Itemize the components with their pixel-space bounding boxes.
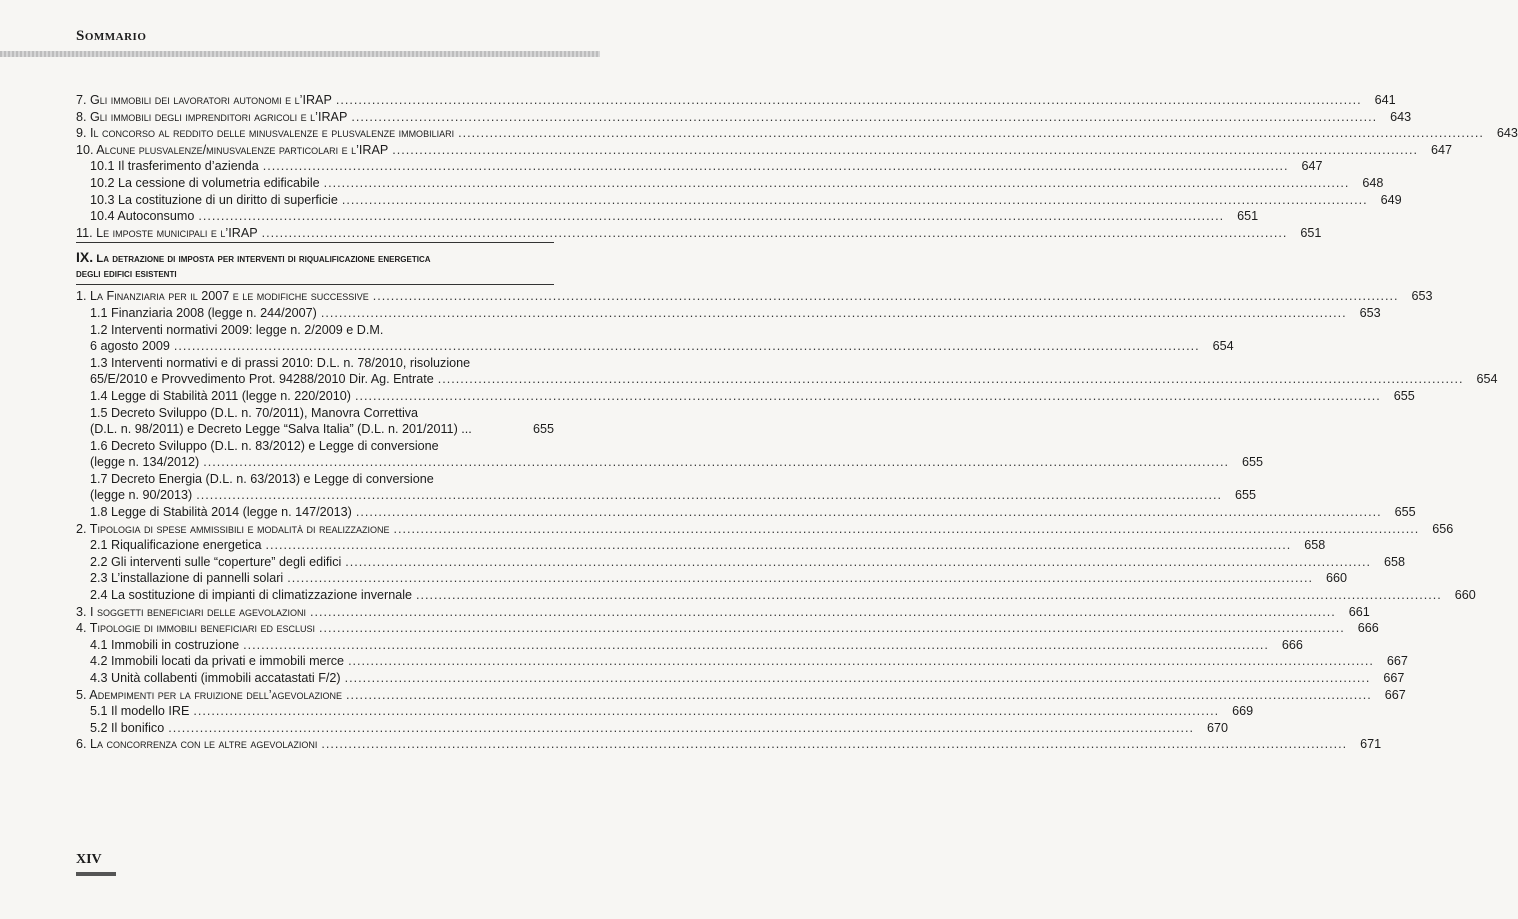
toc-entry-page: 643	[1390, 109, 1412, 124]
toc-entry-title: 10.1 Il trasferimento d’azienda	[90, 159, 259, 174]
toc-subentry	[76, 208, 1259, 225]
toc-entry-title: 2.4 La sostituzione di impianti di climatizzazione invernale	[90, 588, 413, 603]
chapter-title: La detrazione di imposta per interventi di riqualificazione energetica	[96, 253, 431, 266]
toc-entry-page: 647	[1301, 159, 1323, 174]
header-rule	[0, 51, 600, 57]
toc-entry-title: 4.2 Immobili locati da privati e immobili merce	[90, 654, 345, 669]
toc-subentry	[76, 487, 1256, 504]
toc-entry-page: 641	[1374, 93, 1396, 107]
toc-entry-page: 651	[1300, 225, 1322, 240]
chapter-rule	[76, 284, 554, 285]
toc-entry-page: 666	[1357, 621, 1379, 636]
toc-subentry-line: 1.3 Interventi normativi e di prassi 2010: D.L. n. 78/2010, risoluzione	[90, 355, 471, 370]
chapter-number: IX.	[76, 249, 94, 266]
toc-subentry	[76, 504, 1416, 521]
toc-entry-title: 4. Tipologie di immobili beneficiari ed esclusi	[76, 621, 316, 636]
toc-subentry	[76, 720, 1228, 737]
toc-subentry	[76, 554, 1406, 571]
toc-entry-page: 654	[1476, 372, 1498, 387]
toc-entry	[76, 736, 1382, 753]
toc-entry-title: 10.2 La cessione di volumetria edificabile	[90, 175, 320, 190]
toc-entry-title: 3. I soggetti beneficiari delle agevolazioni	[76, 604, 307, 619]
toc-entry-title: 10.3 La costituzione di un diritto di superficie	[90, 192, 338, 207]
toc-entry	[76, 109, 1412, 126]
toc-entry-page: 660	[1454, 588, 1476, 603]
toc-subentry-line: 1.6 Decreto Sviluppo (D.L. n. 83/2012) e Legge di conversione	[90, 438, 439, 453]
toc-entry-page: 655	[1241, 455, 1263, 470]
toc-entry-title: 1.8 Legge di Stabilità 2014 (legge n. 147/2013)	[90, 505, 352, 520]
toc-entry-title: 1. La Finanziaria per il 2007 e le modifiche successive	[76, 289, 369, 304]
toc-entry-page: 667	[1384, 687, 1406, 702]
toc-entry-title: (legge n. 90/2013)	[90, 488, 193, 503]
toc-entry-title: 6 agosto 2009	[90, 339, 170, 354]
page-folio: XIV	[76, 852, 102, 867]
toc-entry-page: 653	[1359, 305, 1381, 320]
toc-entry	[76, 521, 1454, 538]
toc-entry-title: 9. Il concorso al reddito delle minusvalenze e plusvalenze immobiliari	[76, 126, 455, 141]
toc-entry-title: 8. Gli immobili degli imprenditori agricoli e l’IRAP	[76, 109, 348, 124]
toc-entry-page: 654	[1212, 339, 1234, 354]
toc-entry-page: 648	[1362, 175, 1384, 190]
toc-entry-page: 655	[1393, 388, 1415, 403]
toc-subentry	[76, 587, 1476, 604]
toc-entry	[76, 92, 1396, 109]
toc-entry-page: 647	[1431, 142, 1453, 157]
table-of-contents	[76, 92, 1518, 753]
toc-entry-title: 7. Gli immobili dei lavoratori autonomi e l’IRAP	[76, 93, 332, 107]
toc-entry-page: 651	[1237, 209, 1259, 224]
toc-subentry	[76, 158, 1323, 175]
toc-subentry	[76, 703, 1254, 720]
toc-entry-title: 2.2 Gli interventi sulle “coperture” degli edifici	[90, 554, 342, 569]
toc-subentry-line: 1.7 Decreto Energia (D.L. n. 63/2013) e Legge di conversione	[90, 471, 434, 486]
toc-subentry	[76, 371, 1498, 388]
toc-entry	[76, 288, 1433, 305]
toc-entry-page: 667	[1383, 671, 1405, 685]
toc-entry-page: 670	[1206, 720, 1228, 735]
toc-entry	[76, 604, 1370, 621]
chapter-title-continued: degli edifici esistenti	[76, 268, 177, 281]
toc-entry	[76, 142, 1453, 159]
toc-entry-title: 2. Tipologia di spese ammissibili e modalità di realizzazione	[76, 521, 390, 536]
toc-entry-page: 667	[1386, 654, 1408, 669]
toc-entry-page: 671	[1360, 737, 1382, 752]
toc-entry-title: (legge n. 134/2012)	[90, 455, 200, 470]
toc-entry-page: 655	[1394, 505, 1416, 520]
toc-entry-page: 658	[1384, 554, 1406, 569]
toc-entry-title: 5.1 Il modello IRE	[90, 704, 190, 719]
toc-entry-page: 658	[1304, 538, 1326, 553]
toc-entry-title: 2.1 Riqualificazione energetica	[90, 538, 262, 553]
toc-entry-title: 65/E/2010 e Provvedimento Prot. 94288/2010 Dir. Ag. Entrate	[90, 372, 434, 387]
toc-entry-title: 1.1 Finanziaria 2008 (legge n. 244/2007)	[90, 305, 317, 320]
toc-entry	[76, 687, 1406, 704]
toc-entry-title: 4.1 Immobili in costruzione	[90, 637, 240, 652]
toc-entry-title: 2.3 L’installazione di pannelli solari	[90, 571, 284, 586]
toc-entry-page: 656	[1432, 521, 1454, 536]
toc-subentry	[76, 570, 1347, 587]
toc-subentry	[76, 637, 1303, 654]
toc-entry-title: 4.3 Unità collabenti (immobili accatastati F/2)	[90, 671, 341, 685]
toc-entry-page: 666	[1281, 637, 1303, 652]
chapter-heading	[76, 250, 554, 282]
toc-subentry	[76, 421, 554, 438]
toc-entry-page: 660	[1325, 571, 1347, 586]
toc-entry-page: 655	[532, 422, 554, 437]
toc-entry-page: 653	[1411, 289, 1433, 304]
toc-entry-title: (D.L. n. 98/2011) e Decreto Legge “Salva Italia” (D.L. n. 201/2011) ...	[90, 422, 472, 437]
toc-subentry	[76, 454, 1263, 471]
toc-entry-title: 10.4 Autoconsumo	[90, 209, 195, 224]
toc-entry-title: 5. Adempimenti per la fruizione dell’agevolazione	[76, 687, 343, 702]
toc-subentry-line: 1.5 Decreto Sviluppo (D.L. n. 70/2011), Manovra Correttiva	[90, 405, 419, 420]
toc-entry	[76, 125, 1518, 142]
toc-entry-title: 5.2 Il bonifico	[90, 720, 165, 735]
toc-entry-page: 649	[1380, 192, 1402, 207]
footer-rule	[76, 872, 116, 876]
toc-subentry	[76, 175, 1384, 192]
toc-subentry	[76, 305, 1381, 322]
toc-entry-title: 11. Le imposte municipali e l’IRAP	[76, 225, 258, 240]
toc-entry-title: 1.4 Legge di Stabilità 2011 (legge n. 220/2010)	[90, 388, 351, 403]
toc-subentry	[76, 192, 1402, 209]
toc-entry-title: 10. Alcune plusvalenze/minusvalenze particolari e l’IRAP	[76, 142, 389, 157]
toc-subentry	[76, 338, 1234, 355]
toc-subentry	[76, 388, 1415, 405]
toc-subentry	[76, 653, 1408, 670]
toc-entry	[76, 225, 1322, 242]
toc-entry-page: 661	[1348, 604, 1370, 619]
toc-entry-page: 655	[1234, 488, 1256, 503]
toc-entry	[76, 620, 1379, 637]
section-rule	[76, 242, 554, 243]
toc-entry-title: 6. La concorrenza con le altre agevolazioni	[76, 737, 318, 752]
toc-entry-page: 643	[1496, 126, 1518, 141]
toc-subentry	[76, 670, 1405, 687]
toc-subentry	[76, 537, 1326, 554]
toc-entry-page: 669	[1232, 704, 1254, 719]
running-head: Sommario	[76, 28, 147, 44]
toc-subentry-line: 1.2 Interventi normativi 2009: legge n. 2/2009 e D.M.	[90, 322, 384, 337]
